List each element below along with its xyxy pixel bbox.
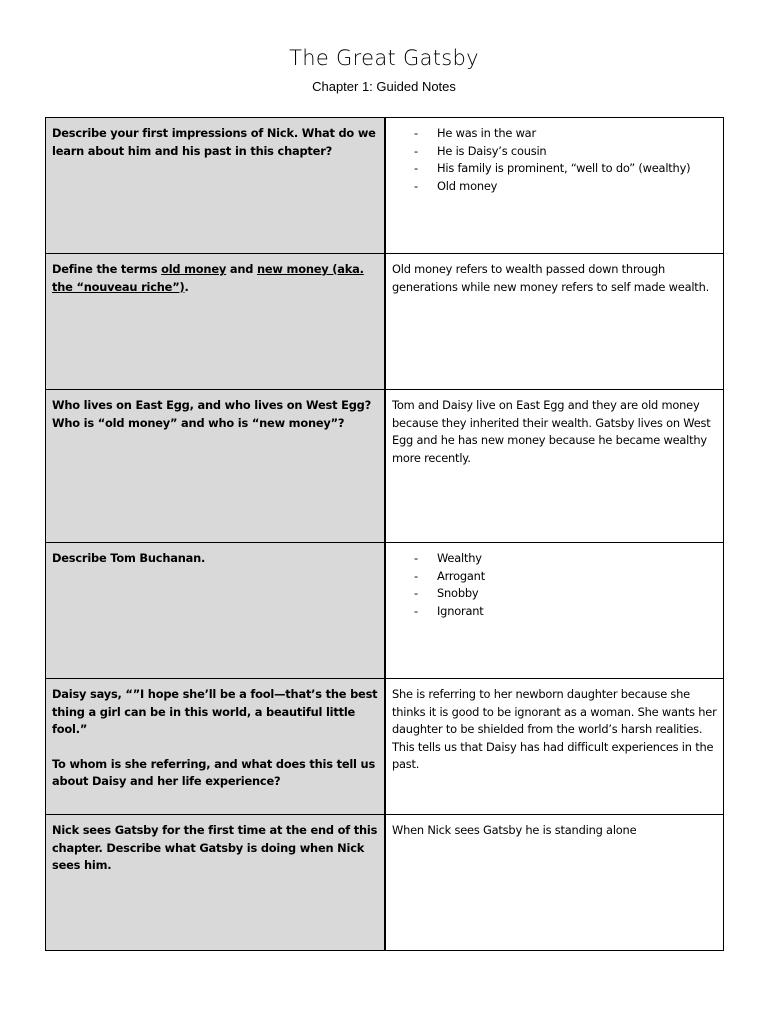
table-row (46, 679, 724, 815)
question-text: Describe Tom Buchanan. (52, 551, 206, 565)
question-followup-text: To whom is she referring, and what does this tell us about Daisy and her life experience? (52, 756, 376, 788)
table-row (46, 254, 724, 390)
question-cell (46, 543, 386, 679)
document-title: The Great Gatsby (289, 46, 479, 70)
answer-list (392, 550, 717, 620)
list-item: - Snobby (412, 585, 717, 603)
table-row (46, 543, 724, 679)
answer-list (392, 125, 717, 195)
question-cell (46, 390, 386, 543)
question-text: Define the terms old money and new money (aka. the “nouveau riche”). (52, 262, 364, 294)
question-cell (46, 679, 386, 815)
table-row (46, 390, 724, 543)
answer-text: Old money refers to wealth passed down through generations while new money refers to self made wealth. (392, 262, 710, 294)
question-text: Nick sees Gatsby for the first time at the end of this chapter. Describe what Gatsby is doing when Nick sees him. (52, 823, 378, 872)
answer-cell (385, 390, 724, 543)
guided-notes-table (45, 117, 724, 951)
list-item: - He is Daisy’s cousin (412, 143, 717, 161)
question-text: Describe your first impressions of Nick. What do we learn about him and his past in this chapter? (52, 126, 376, 158)
answer-cell (385, 118, 724, 254)
term-new-money: new money (aka. the “nouveau riche”) (52, 262, 364, 294)
list-item: - Old money (412, 178, 717, 196)
list-item: - His family is prominent, “well to do” (wealthy) (412, 160, 717, 178)
answer-text: She is referring to her newborn daughter because she thinks it is good to be ignorant as a woman. She wants her daughter to be shielded from the world’s harsh realities. This tells us that Daisy has had difficult experiences in the past. (392, 687, 717, 771)
document-subtitle: Chapter 1: Guided Notes (312, 79, 456, 94)
question-cell (46, 254, 386, 390)
list-item: - He was in the war (412, 125, 717, 143)
answer-text: Tom and Daisy live on East Egg and they are old money because they inherited their wealth. Gatsby lives on West Egg and he has new money because he became wealthy more recently. (392, 398, 711, 465)
question-cell (46, 118, 386, 254)
table-row (46, 118, 724, 254)
list-item: - Wealthy (412, 550, 717, 568)
answer-cell (385, 815, 724, 951)
answer-text: When Nick sees Gatsby he is standing alone (392, 823, 637, 837)
term-old-money: old money (161, 262, 227, 276)
answer-cell (385, 254, 724, 390)
list-item: - Arrogant (412, 568, 717, 586)
table-row (46, 815, 724, 951)
list-item: - Ignorant (412, 603, 717, 621)
answer-cell (385, 679, 724, 815)
question-cell (46, 815, 386, 951)
question-text: Who lives on East Egg, and who lives on West Egg? Who is “old money” and who is “new money”? (52, 398, 372, 430)
question-text: Daisy says, “”I hope she’ll be a fool—that’s the best thing a girl can be in this world, a beautiful little fool.” (52, 687, 378, 736)
answer-cell (385, 543, 724, 679)
